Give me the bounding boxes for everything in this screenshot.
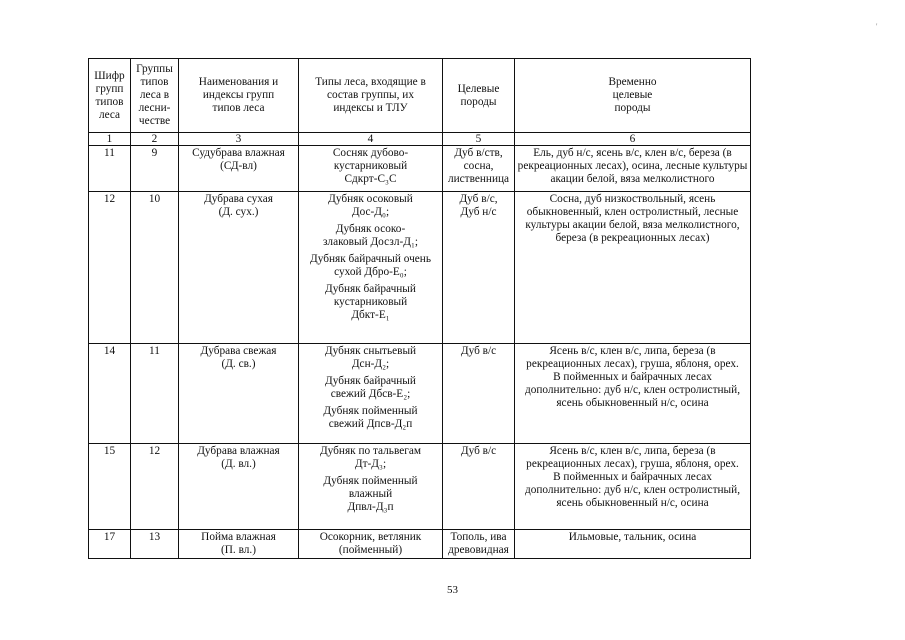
forest-type-entry: Дубняк осоко- злаковый Досзл-Д₁; xyxy=(322,223,419,248)
table-row xyxy=(89,192,751,344)
table-row xyxy=(89,344,751,444)
forest-type-entry: Дубняк байрачный кустарниковый Дбкт-Е₁ xyxy=(325,283,416,321)
forest-types-cell xyxy=(299,530,443,559)
group-code: 14 xyxy=(89,344,131,444)
forest-types-cell xyxy=(299,344,443,444)
group-name: Пойма влажная (П. вл.) xyxy=(179,530,299,559)
group-name: Дубрава свежая (Д. св.) xyxy=(179,344,299,444)
column-number-row xyxy=(89,133,751,146)
forest-type-entry: Дубняк байрачный очень сухой Дбро-Е₀; xyxy=(310,253,431,278)
table-row xyxy=(89,530,751,559)
group-name: Судубрава влажная (СД-вл) xyxy=(179,146,299,192)
header-group: Группы типов леса в лесни- честве xyxy=(131,59,179,133)
forest-type-entry: Дубняк снытьевый Дсн-Д₂; xyxy=(324,345,417,370)
column-number: 1 xyxy=(89,133,131,146)
forest-type-entry: Осокорник, ветляник (пойменный) xyxy=(319,531,422,556)
target-species: Дуб в/с xyxy=(443,344,515,444)
header-types: Типы леса, входящие в состав группы, их индексы и ТЛУ xyxy=(299,59,443,133)
column-number: 2 xyxy=(131,133,179,146)
header-code: Шифр групп типов леса xyxy=(89,59,131,133)
group-name: Дубрава сухая (Д. сух.) xyxy=(179,192,299,344)
group-number: 10 xyxy=(131,192,179,344)
group-code: 15 xyxy=(89,444,131,530)
group-code: 17 xyxy=(89,530,131,559)
temporary-species: Ясень в/с, клен в/с, липа, береза (в рекреационных лесах), груша, яблоня, орех. В пойменных и байрачных лесах дополнительно: дуб н/с, клен остролистный, ясень обыкновенный н/с, осина xyxy=(515,344,751,444)
target-species: Тополь, ива древовидная xyxy=(443,530,515,559)
group-number: 9 xyxy=(131,146,179,192)
forest-type-entry: Дубняк байрачный свежий Дбсв-Е₂; xyxy=(325,375,416,400)
forest-types-cell xyxy=(299,192,443,344)
header-target: Целевые породы xyxy=(443,59,515,133)
temporary-species: Ильмовые, тальник, осина xyxy=(515,530,751,559)
forest-types-table xyxy=(88,58,751,559)
forest-type-entry: Дубняк пойменный свежий Дпсв-Д₂п xyxy=(323,405,418,430)
column-number: 6 xyxy=(515,133,751,146)
corner-mark: ' xyxy=(876,22,878,31)
forest-types-cell xyxy=(299,146,443,192)
forest-type-entry: Сосняк дубово- кустарниковый Сдкрт-С₃С xyxy=(332,147,409,185)
table-row xyxy=(89,146,751,192)
target-species: Дуб в/с xyxy=(443,444,515,530)
temporary-species: Ель, дуб н/с, ясень в/с, клен в/с, береза (в рекреационных лесах), осина, лесные культуры акации белой, вяза мелколистного xyxy=(515,146,751,192)
temporary-species: Сосна, дуб низкоствольный, ясень обыкновенный, клен остролистный, лесные культуры акации белой, вяза мелколистного, береза (в рекреационных лесах) xyxy=(515,192,751,344)
header-temporary: Временно целевые породы xyxy=(515,59,751,133)
column-number: 3 xyxy=(179,133,299,146)
group-name: Дубрава влажная (Д. вл.) xyxy=(179,444,299,530)
page-number: 53 xyxy=(447,584,458,596)
target-species: Дуб в/с, Дуб н/с xyxy=(443,192,515,344)
temporary-species: Ясень в/с, клен в/с, липа, береза (в рекреационных лесах), груша, яблоня, орех. В пойменных и байрачных лесах дополнительно: дуб н/с, клен остролистный, ясень обыкновенный н/с, осина xyxy=(515,444,751,530)
column-number: 4 xyxy=(299,133,443,146)
group-number: 12 xyxy=(131,444,179,530)
group-code: 11 xyxy=(89,146,131,192)
header-row xyxy=(89,59,751,133)
table-row xyxy=(89,444,751,530)
header-name: Наименования и индексы групп типов леса xyxy=(179,59,299,133)
forest-types-cell xyxy=(299,444,443,530)
group-number: 13 xyxy=(131,530,179,559)
target-species: Дуб в/ств, сосна, лиственница xyxy=(443,146,515,192)
forest-type-entry: Дубняк по тальвегам Дт-Д₃; xyxy=(319,445,422,470)
group-code: 12 xyxy=(89,192,131,344)
forest-type-entry: Дубняк пойменный влажный Дпвл-Д₃п xyxy=(323,475,418,513)
forest-type-entry: Дубняк осоковый Дос-Д₀; xyxy=(328,193,413,218)
group-number: 11 xyxy=(131,344,179,444)
column-number: 5 xyxy=(443,133,515,146)
